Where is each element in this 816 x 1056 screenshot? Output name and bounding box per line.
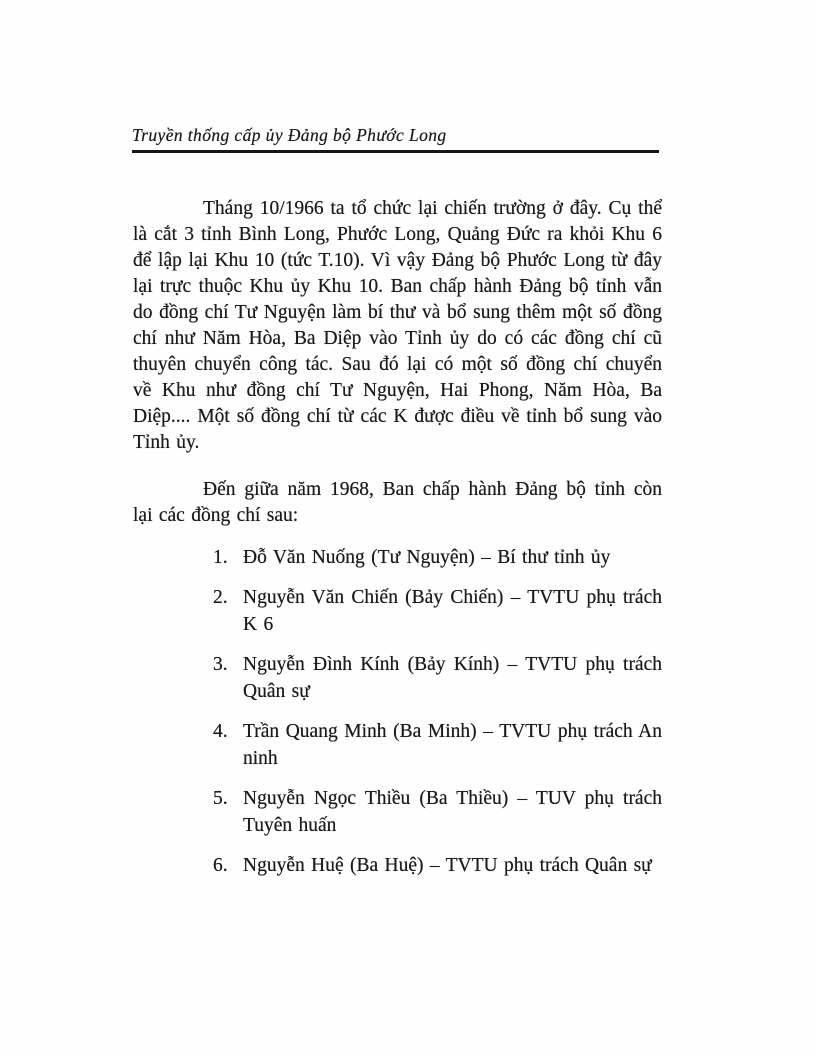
list-item (133, 584, 662, 638)
list-item (133, 852, 662, 879)
paragraph-1: Tháng 10/1966 ta tổ chức lại chiến trường ở đây. Cụ thể là cắt 3 tỉnh Bình Long, Phước Long, Quảng Đức ra khỏi Khu 6 để lập lại Khu 10 (tức T.10). Vì vậy Đảng bộ Phước Long từ đây lại trực thuộc Khu ủy Khu 10. Ban chấp hành Đảng bộ tỉnh vẫn do đồng chí Tư Nguyện làm bí thư và bổ sung thêm một số đồng chí như Năm Hòa, Ba Diệp vào Tỉnh ủy do có các đồng chí cũ thuyên chuyển công tác. Sau đó lại có một số đồng chí chuyển về Khu như đồng chí Tư Nguyện, Hai Phong, Năm Hòa, Ba Diệp.... Một số đồng chí từ các K được điều về tỉnh bổ sung vào Tỉnh ủy. (133, 198, 662, 453)
list-item (133, 718, 662, 772)
list-item-number: 5. (213, 788, 228, 809)
list-item-number: 1. (213, 547, 228, 568)
list-item-number: 4. (213, 721, 228, 742)
paragraph-2: Đến giữa năm 1968, Ban chấp hành Đảng bộ tỉnh còn lại các đồng chí sau: (133, 479, 662, 526)
committee-members-list (133, 544, 662, 879)
list-item-text: Trần Quang Minh (Ba Minh) – TVTU phụ trách An ninh (243, 721, 662, 769)
list-item-text: Nguyễn Huệ (Ba Huệ) – TVTU phụ trách Quân sự (243, 855, 652, 876)
list-item-number: 2. (213, 587, 228, 608)
list-item-number: 3. (213, 654, 228, 675)
list-item (133, 544, 662, 571)
list-item-number: 6. (213, 855, 228, 876)
running-header (132, 125, 659, 153)
page-content (133, 196, 662, 892)
list-item-text: Nguyễn Ngọc Thiều (Ba Thiều) – TUV phụ trách Tuyên huấn (243, 788, 662, 836)
list-item-text: Đỗ Văn Nuống (Tư Nguyện) – Bí thư tỉnh ủy (243, 547, 611, 568)
list-item-text: Nguyễn Văn Chiến (Bảy Chiến) – TVTU phụ trách K 6 (243, 587, 662, 635)
list-item (133, 785, 662, 839)
list-item (133, 651, 662, 705)
list-item-text: Nguyễn Đình Kính (Bảy Kính) – TVTU phụ trách Quân sự (243, 654, 662, 702)
running-head-title: Truyền thống cấp ủy Đảng bộ Phước Long (132, 125, 447, 145)
